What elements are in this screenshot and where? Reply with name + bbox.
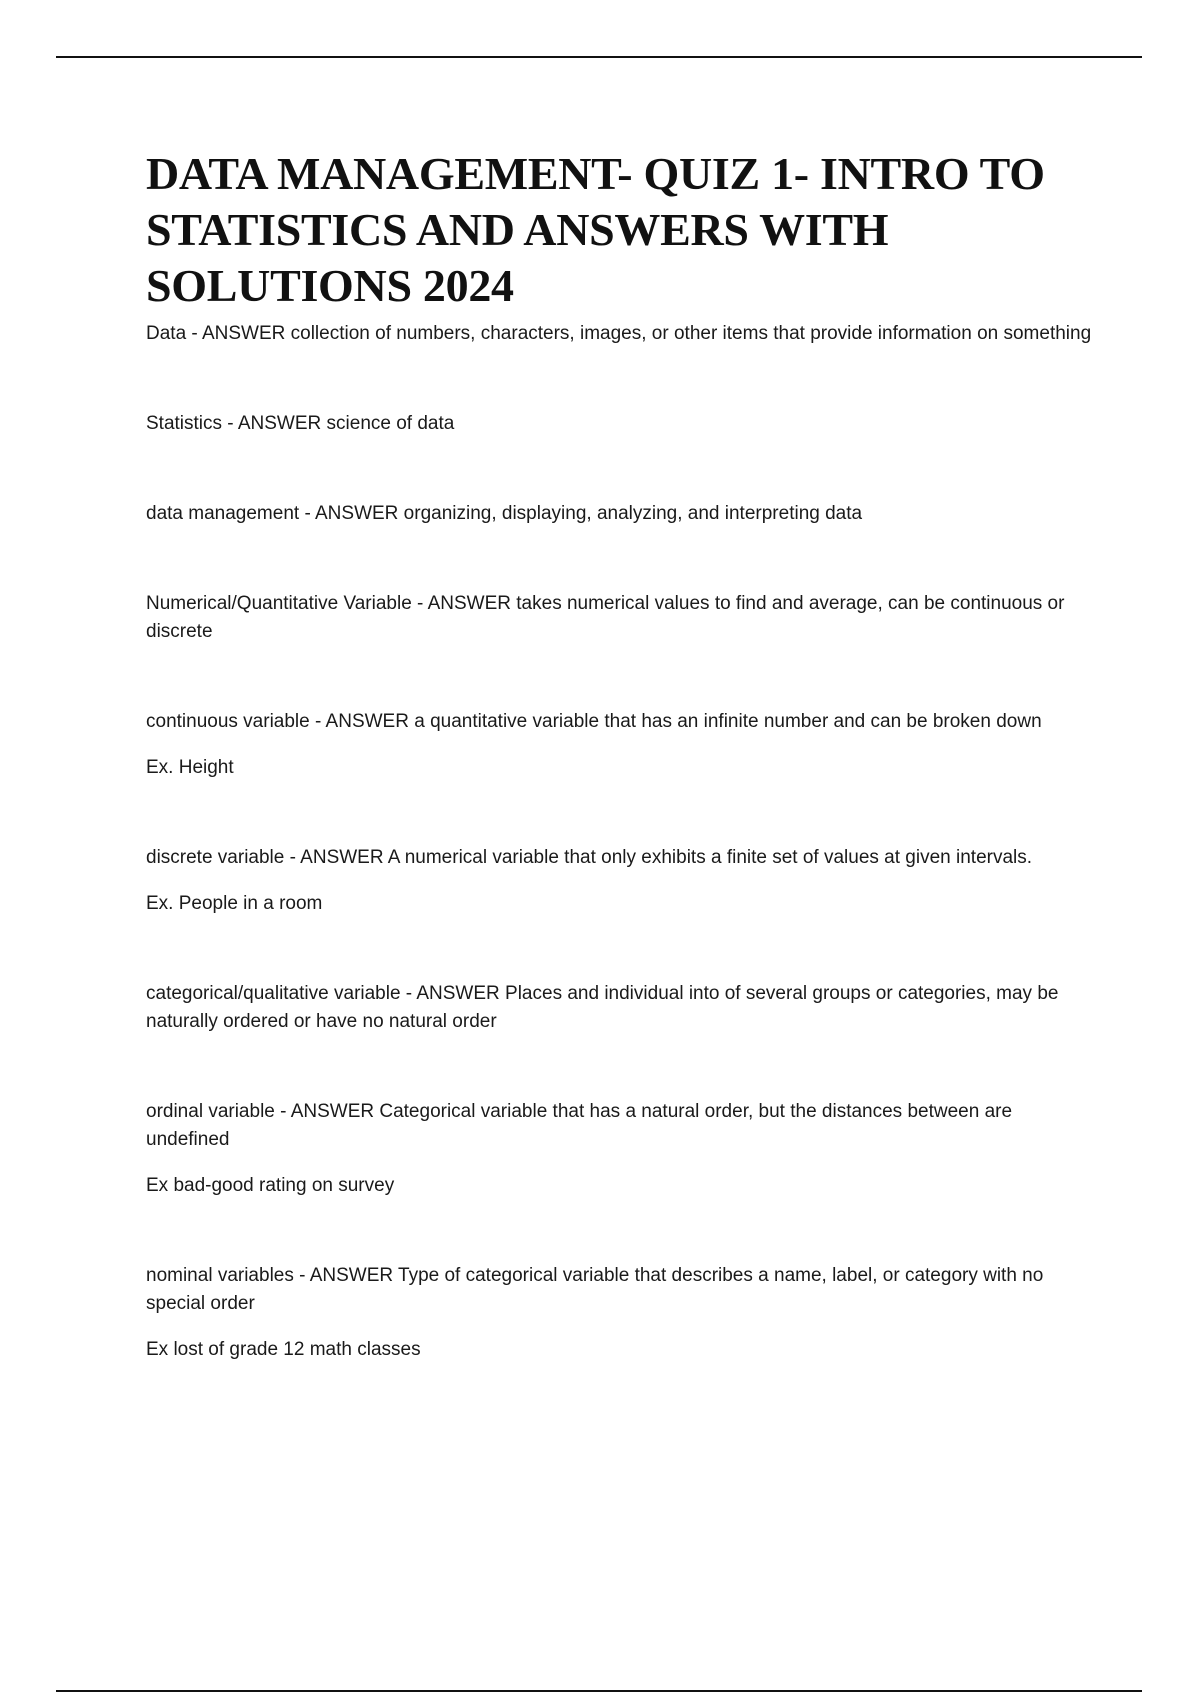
entry-continuous-variable	[146, 708, 1096, 782]
entry-example: Ex. Height	[146, 757, 234, 778]
entry-text: ordinal variable - ANSWER Categorical variable that has a natural order, but the distances between are undefined	[146, 1101, 1013, 1150]
entry-data	[146, 320, 1096, 348]
entry-nominal-variable	[146, 1262, 1096, 1364]
entry-example: Ex. People in a room	[146, 893, 323, 914]
top-divider	[56, 56, 1142, 58]
entry-example: Ex lost of grade 12 math classes	[146, 1339, 421, 1360]
entry-numerical-variable	[146, 590, 1096, 646]
entry-text: Statistics - ANSWER science of data	[146, 413, 455, 434]
document-content	[146, 146, 1096, 1364]
entry-data-management	[146, 500, 1096, 528]
entry-text: Numerical/Quantitative Variable - ANSWER takes numerical values to find and average, can be continuous or discrete	[146, 593, 1065, 642]
entry-ordinal-variable	[146, 1098, 1096, 1200]
entry-text: discrete variable - ANSWER A numerical variable that only exhibits a finite set of values at given intervals.	[146, 847, 1033, 868]
entry-list	[146, 320, 1096, 1364]
entry-text: data management - ANSWER organizing, displaying, analyzing, and interpreting data	[146, 503, 863, 524]
entry-statistics	[146, 410, 1096, 438]
entry-text: continuous variable - ANSWER a quantitative variable that has an infinite number and can be broken down	[146, 711, 1042, 732]
entry-categorical-variable	[146, 980, 1096, 1036]
entry-example: Ex bad-good rating on survey	[146, 1175, 395, 1196]
entry-discrete-variable	[146, 844, 1096, 918]
entry-text: nominal variables - ANSWER Type of categorical variable that describes a name, label, or category with no special order	[146, 1265, 1044, 1314]
bottom-divider	[56, 1690, 1142, 1692]
entry-text: Data - ANSWER collection of numbers, characters, images, or other items that provide information on something	[146, 323, 1092, 344]
document-title: DATA MANAGEMENT- QUIZ 1- INTRO TO STATISTICS AND ANSWERS WITH SOLUTIONS 2024	[146, 148, 1045, 311]
entry-text: categorical/qualitative variable - ANSWER Places and individual into of several groups or categories, may be naturally ordered or have no natural order	[146, 983, 1059, 1032]
